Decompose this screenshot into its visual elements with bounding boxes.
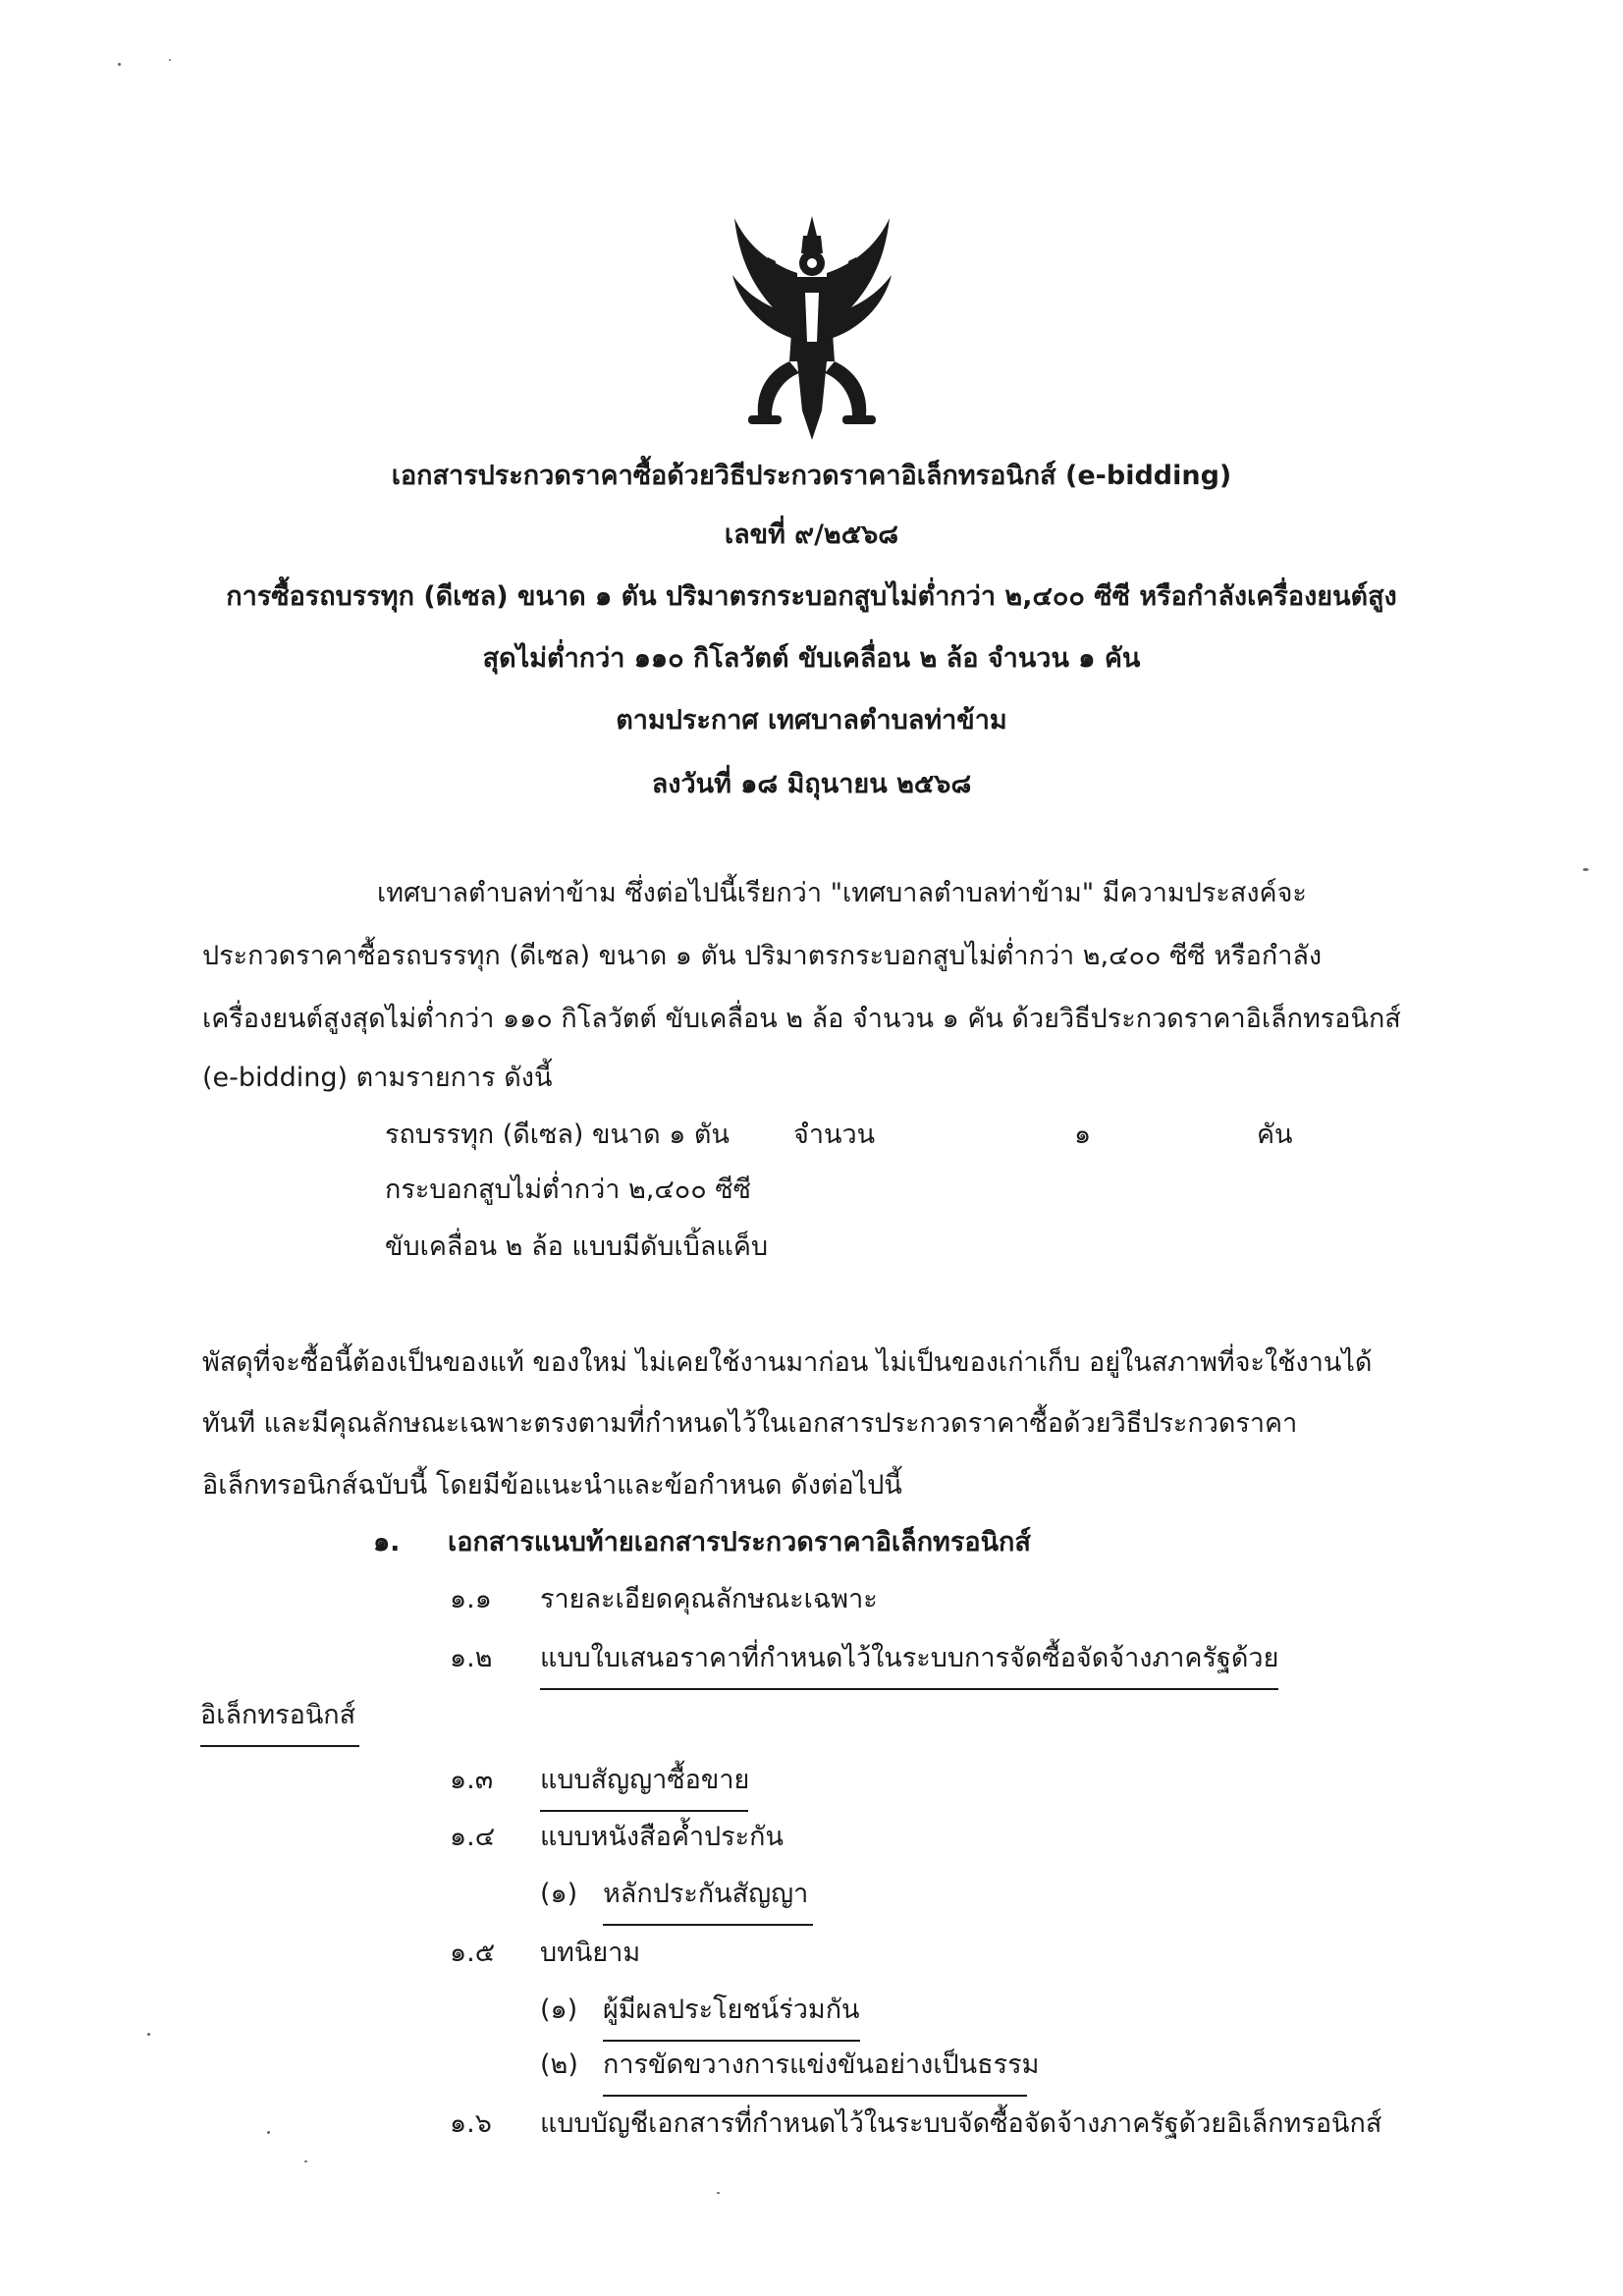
scan-speck bbox=[1583, 868, 1589, 871]
subject-line-2: สุดไม่ต่ำกว่า ๑๑๐ กิโลวัตต์ ขับเคลื่อน ๒ ล้อ จำนวน ๑ คัน bbox=[482, 643, 1141, 674]
item-qty: ๑ bbox=[1074, 1120, 1092, 1150]
item-1-3-number: ๑.๓ bbox=[450, 1765, 494, 1795]
item-name: รถบรรทุก (ดีเซล) ขนาด ๑ ตัน bbox=[385, 1120, 730, 1150]
item-1-5-sub-2-number: (๒) bbox=[540, 2050, 578, 2080]
item-spec-1: กระบอกสูบไม่ต่ำกว่า ๒,๔๐๐ ซีซี bbox=[385, 1175, 752, 1205]
item-1-4-sub-1-text: หลักประกันสัญญา bbox=[603, 1872, 813, 1926]
intro-line-3: เครื่องยนต์สูงสุดไม่ต่ำกว่า ๑๑๐ กิโลวัตต์ ขับเคลื่อน ๒ ล้อ จำนวน ๑ คัน ด้วยวิธีประกวดราคาอิเล็กทรอนิกส์ bbox=[202, 1004, 1401, 1034]
document-title: เอกสารประกวดราคาซื้อด้วยวิธีประกวดราคาอิเล็กทรอนิกส์ (e-bidding) bbox=[391, 461, 1232, 491]
scan-speck bbox=[304, 2160, 307, 2162]
item-1-2-continued: อิเล็กทรอนิกส์ bbox=[200, 1693, 359, 1747]
item-1-2-text: แบบใบเสนอราคาที่กำหนดไว้ในระบบการจัดซื้อจัดจ้างภาครัฐด้วย bbox=[540, 1636, 1278, 1690]
conditions-line-3: อิเล็กทรอนิกส์ฉบับนี้ โดยมีข้อแนะนำและข้อกำหนด ดังต่อไปนี้ bbox=[202, 1470, 902, 1501]
item-qty-label: จำนวน bbox=[793, 1120, 876, 1150]
item-1-1-number: ๑.๑ bbox=[450, 1584, 492, 1614]
item-1-3-text: แบบสัญญาซื้อขาย bbox=[540, 1758, 748, 1812]
garuda-emblem-icon bbox=[729, 214, 895, 445]
item-1-1-text: รายละเอียดคุณลักษณะเฉพาะ bbox=[540, 1584, 878, 1614]
intro-line-1: เทศบาลตำบลท่าข้าม ซึ่งต่อไปนี้เรียกว่า "เทศบาลตำบลท่าข้าม" มีความประสงค์จะ bbox=[377, 878, 1307, 908]
subject-line-1: การซื้อรถบรรทุก (ดีเซล) ขนาด ๑ ตัน ปริมาตรกระบอกสูบไม่ต่ำกว่า ๒,๔๐๐ ซีซี หรือกำลังเครื่องยนต์สูง bbox=[226, 581, 1397, 612]
item-1-2-number: ๑.๒ bbox=[450, 1643, 493, 1673]
item-1-5-sub-2-text: การขัดขวางการแข่งขันอย่างเป็นธรรม bbox=[603, 2043, 1027, 2097]
item-1-6-text: แบบบัญชีเอกสารที่กำหนดไว้ในระบบจัดซื้อจัดจ้างภาครัฐด้วยอิเล็กทรอนิกส์ bbox=[540, 2108, 1382, 2139]
scan-speck bbox=[267, 2131, 270, 2134]
item-1-4-text: แบบหนังสือค้ำประกัน bbox=[540, 1822, 784, 1852]
scan-speck bbox=[118, 63, 121, 66]
intro-line-2: ประกวดราคาซื้อรถบรรทุก (ดีเซล) ขนาด ๑ ตัน ปริมาตรกระบอกสูบไม่ต่ำกว่า ๒,๔๐๐ ซีซี หรือกำลัง bbox=[202, 941, 1323, 971]
announcement-date: ลงวันที่ ๑๘ มิถุนายน ๒๕๖๘ bbox=[651, 769, 972, 799]
section-1-number: ๑. bbox=[373, 1527, 401, 1558]
item-unit: คัน bbox=[1257, 1120, 1293, 1150]
intro-line-4: (e-bidding) ตามรายการ ดังนี้ bbox=[202, 1063, 553, 1093]
item-1-5-text: บทนิยาม bbox=[540, 1938, 641, 1968]
announcement-line: ตามประกาศ เทศบาลตำบลท่าข้าม bbox=[616, 705, 1007, 736]
item-1-5-sub-1-number: (๑) bbox=[540, 1995, 578, 2025]
conditions-line-2: ทันที และมีคุณลักษณะเฉพาะตรงตามที่กำหนดไว้ในเอกสารประกวดราคาซื้อด้วยวิธีประกวดราคา bbox=[202, 1408, 1298, 1439]
conditions-line-1: พัสดุที่จะซื้อนี้ต้องเป็นของแท้ ของใหม่ ไม่เคยใช้งานมาก่อน ไม่เป็นของเก่าเก็บ อยู่ในสภาพที่จะใช้งานได้ bbox=[202, 1347, 1373, 1378]
item-1-5-sub-1-text: ผู้มีผลประโยชน์ร่วมกัน bbox=[603, 1988, 860, 2042]
scan-speck bbox=[717, 2192, 720, 2194]
scan-speck bbox=[169, 59, 171, 61]
document-number: เลขที่ ๙/๒๕๖๘ bbox=[724, 519, 899, 550]
item-spec-2: ขับเคลื่อน ๒ ล้อ แบบมีดับเบิ้ลแค็บ bbox=[385, 1231, 769, 1262]
item-1-6-number: ๑.๖ bbox=[450, 2108, 492, 2139]
item-1-5-number: ๑.๕ bbox=[450, 1938, 496, 1968]
section-1-title: เอกสารแนบท้ายเอกสารประกวดราคาอิเล็กทรอนิกส์ bbox=[448, 1527, 1031, 1558]
item-1-4-number: ๑.๔ bbox=[450, 1822, 496, 1852]
scan-speck bbox=[147, 2033, 150, 2036]
item-1-4-sub-1-number: (๑) bbox=[540, 1879, 578, 1909]
